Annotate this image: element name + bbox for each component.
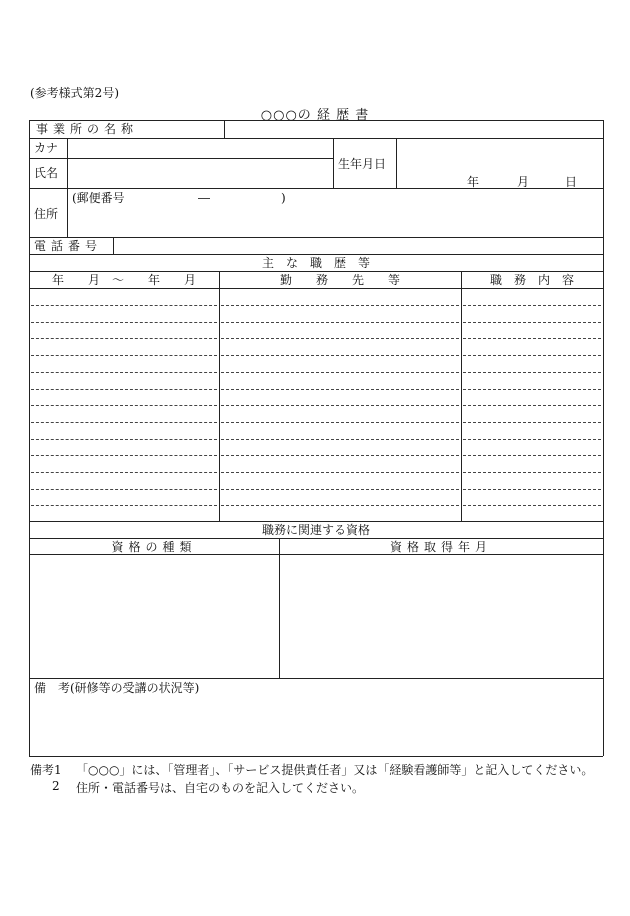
career-row-line bbox=[221, 322, 459, 323]
career-row-line bbox=[31, 372, 217, 373]
career-row-line bbox=[31, 472, 217, 473]
career-row-line bbox=[221, 338, 459, 339]
career-row-line bbox=[463, 372, 601, 373]
note-2-text: 住所・電話番号は、自宅のものを記入してください。 bbox=[76, 781, 365, 795]
qualification-col-date: 資格取得年月 bbox=[389, 540, 492, 554]
postal-code-dash: ― bbox=[198, 191, 210, 205]
qualification-col-type: 資格の種類 bbox=[111, 540, 197, 554]
career-row-line bbox=[463, 472, 601, 473]
birth-day-label: 日 bbox=[565, 175, 578, 189]
postal-code-label: (郵便番号 bbox=[72, 191, 125, 205]
career-row-line bbox=[221, 439, 459, 440]
note-1-prefix: 備考1 bbox=[30, 763, 62, 777]
career-row-line bbox=[221, 305, 459, 306]
career-row-line bbox=[31, 405, 217, 406]
career-section-title: 主 な 職 歴 等 bbox=[261, 256, 370, 270]
career-row-line bbox=[463, 422, 601, 423]
career-row-line bbox=[221, 505, 459, 506]
career-row-line bbox=[31, 338, 217, 339]
note-1-text: 「○○○」には、「管理者」、「サービス提供責任者」又は「経験看護師等」と記入してください。 bbox=[76, 763, 594, 777]
career-row-line bbox=[463, 505, 601, 506]
career-row-line bbox=[31, 305, 217, 306]
career-row-line bbox=[463, 439, 601, 440]
career-row-line bbox=[221, 405, 459, 406]
career-row-line bbox=[31, 389, 217, 390]
career-row-line bbox=[221, 389, 459, 390]
career-col-duties: 職 務 内 容 bbox=[489, 273, 574, 287]
document-title: ○○○の 経 歴 書 bbox=[260, 108, 370, 123]
career-row-line bbox=[221, 355, 459, 356]
form-number: (参考様式第2号) bbox=[30, 86, 119, 100]
career-row-line bbox=[31, 489, 217, 490]
career-row-line bbox=[463, 455, 601, 456]
career-row-line bbox=[31, 355, 217, 356]
note-2-prefix: 2 bbox=[52, 779, 60, 793]
career-col-employer: 勤 務 先 等 bbox=[279, 273, 400, 287]
office-name-label: 事業所の名称 bbox=[36, 122, 139, 136]
career-row-line bbox=[221, 455, 459, 456]
birth-month-label: 月 bbox=[517, 175, 530, 189]
career-row-line bbox=[221, 472, 459, 473]
career-row-line bbox=[463, 389, 601, 390]
career-row-line bbox=[221, 489, 459, 490]
career-row-line bbox=[31, 455, 217, 456]
remarks-label: 備 考(研修等の受講の状況等) bbox=[34, 681, 200, 695]
birthdate-label: 生年月日 bbox=[338, 157, 387, 171]
name-label: 氏名 bbox=[34, 166, 59, 180]
qualifications-section-title: 職務に関連する資格 bbox=[261, 523, 370, 537]
career-row-line bbox=[463, 322, 601, 323]
postal-code-close: ) bbox=[281, 191, 286, 205]
career-row-line bbox=[463, 338, 601, 339]
career-row-line bbox=[221, 422, 459, 423]
address-label: 住所 bbox=[34, 207, 59, 221]
career-row-line bbox=[463, 405, 601, 406]
career-col-period: 年 月 ～ 年 月 bbox=[51, 273, 196, 287]
career-row-line bbox=[463, 489, 601, 490]
kana-label: カナ bbox=[34, 141, 59, 155]
career-row-line bbox=[31, 322, 217, 323]
career-row-line bbox=[31, 439, 217, 440]
phone-label: 電話番号 bbox=[34, 239, 103, 253]
birth-year-label: 年 bbox=[467, 175, 480, 189]
career-row-line bbox=[463, 355, 601, 356]
career-row-line bbox=[31, 422, 217, 423]
career-row-line bbox=[31, 505, 217, 506]
career-row-line bbox=[221, 372, 459, 373]
career-row-line bbox=[463, 305, 601, 306]
